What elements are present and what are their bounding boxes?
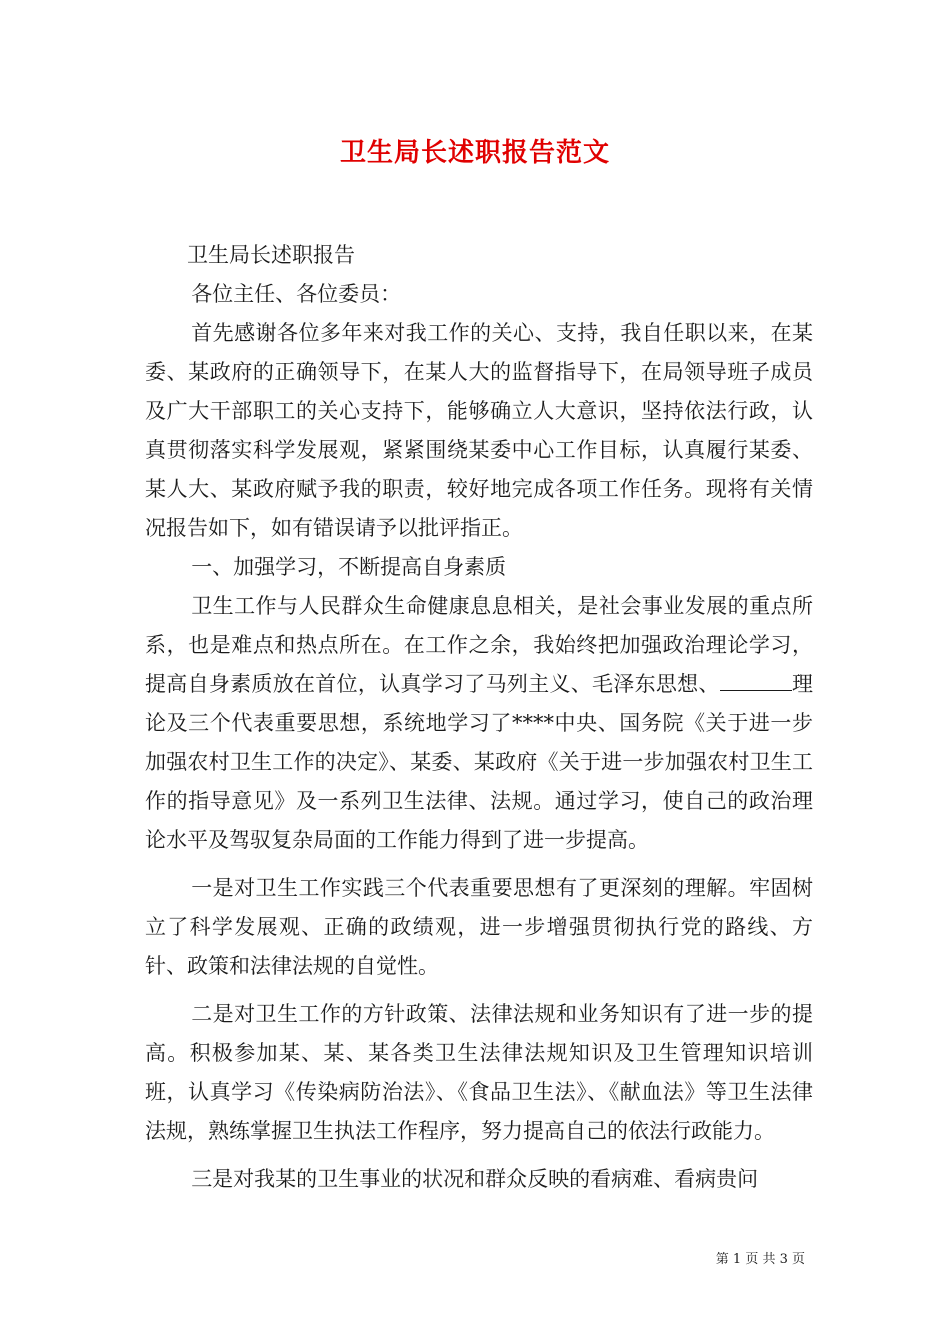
report-subtitle: 卫生局长述职报告	[187, 243, 355, 267]
document-title: 卫生局长述职报告范文	[339, 138, 610, 168]
paragraph-point-3: 三是对我某的卫生事业的状况和群众反映的看病难、看病贵问	[191, 1167, 759, 1191]
section-heading-1: 一、加强学习，不断提高自身素质	[191, 555, 507, 579]
paragraph-intro: 首先感谢各位多年来对我工作的关心、支持，我自任职以来，在某委、某政府的正确领导下，在某人大的监督指导下，在局领导班子成员及广大干部职工的关心支持下，能够确立人大意识，坚持依法行政，认真贯彻落实科学发展观，紧紧围绕某委中心工作目标，认真履行某委、某人大、某政府赋予我的职责，较好地完成各项工作任务。现将有关情况报告如下，如有错误请予以批评指正。	[145, 321, 813, 540]
paragraph-point-1: 一是对卫生工作实践三个代表重要思想有了更深刻的理解。牢固树立了科学发展观、正确的政绩观，进一步增强贯彻执行党的路线、方针、政策和法律法规的自觉性。	[145, 876, 813, 978]
paragraph-study	[145, 587, 813, 860]
paragraph-study-part-2: 理论及三个代表重要思想，系统地学习了****中央、国务院《关于进一步加强农村卫生工作的决定》、某委、某政府《关于进一步加强农村卫生工作的指导意见》及一系列卫生法律、法规。通过学习，使自己的政治理论水平及驾驭复杂局面的工作能力得到了进一步提高。	[145, 672, 814, 852]
salutation: 各位主任、各位委员：	[191, 282, 402, 306]
blank-underline	[720, 670, 792, 691]
document-body	[145, 236, 813, 1199]
page-number: 第 1 页 共 3 页	[715, 1252, 805, 1267]
paragraph-point-2: 二是对卫生工作的方针政策、法律法规和业务知识有了进一步的提高。积极参加某、某、某各类卫生法律法规知识及卫生管理知识培训班，认真学习《传染病防治法》、《食品卫生法》、《献血法》等卫生法律法规，熟练掌握卫生执法工作程序，努力提高自己的依法行政能力。	[145, 1002, 813, 1143]
paragraph-study-part-1: 卫生工作与人民群众生命健康息息相关，是社会事业发展的重点所系，也是难点和热点所在。在工作之余，我始终把加强政治理论学习，提高自身素质放在首位，认真学习了马列主义、毛泽东思想、	[145, 594, 813, 696]
